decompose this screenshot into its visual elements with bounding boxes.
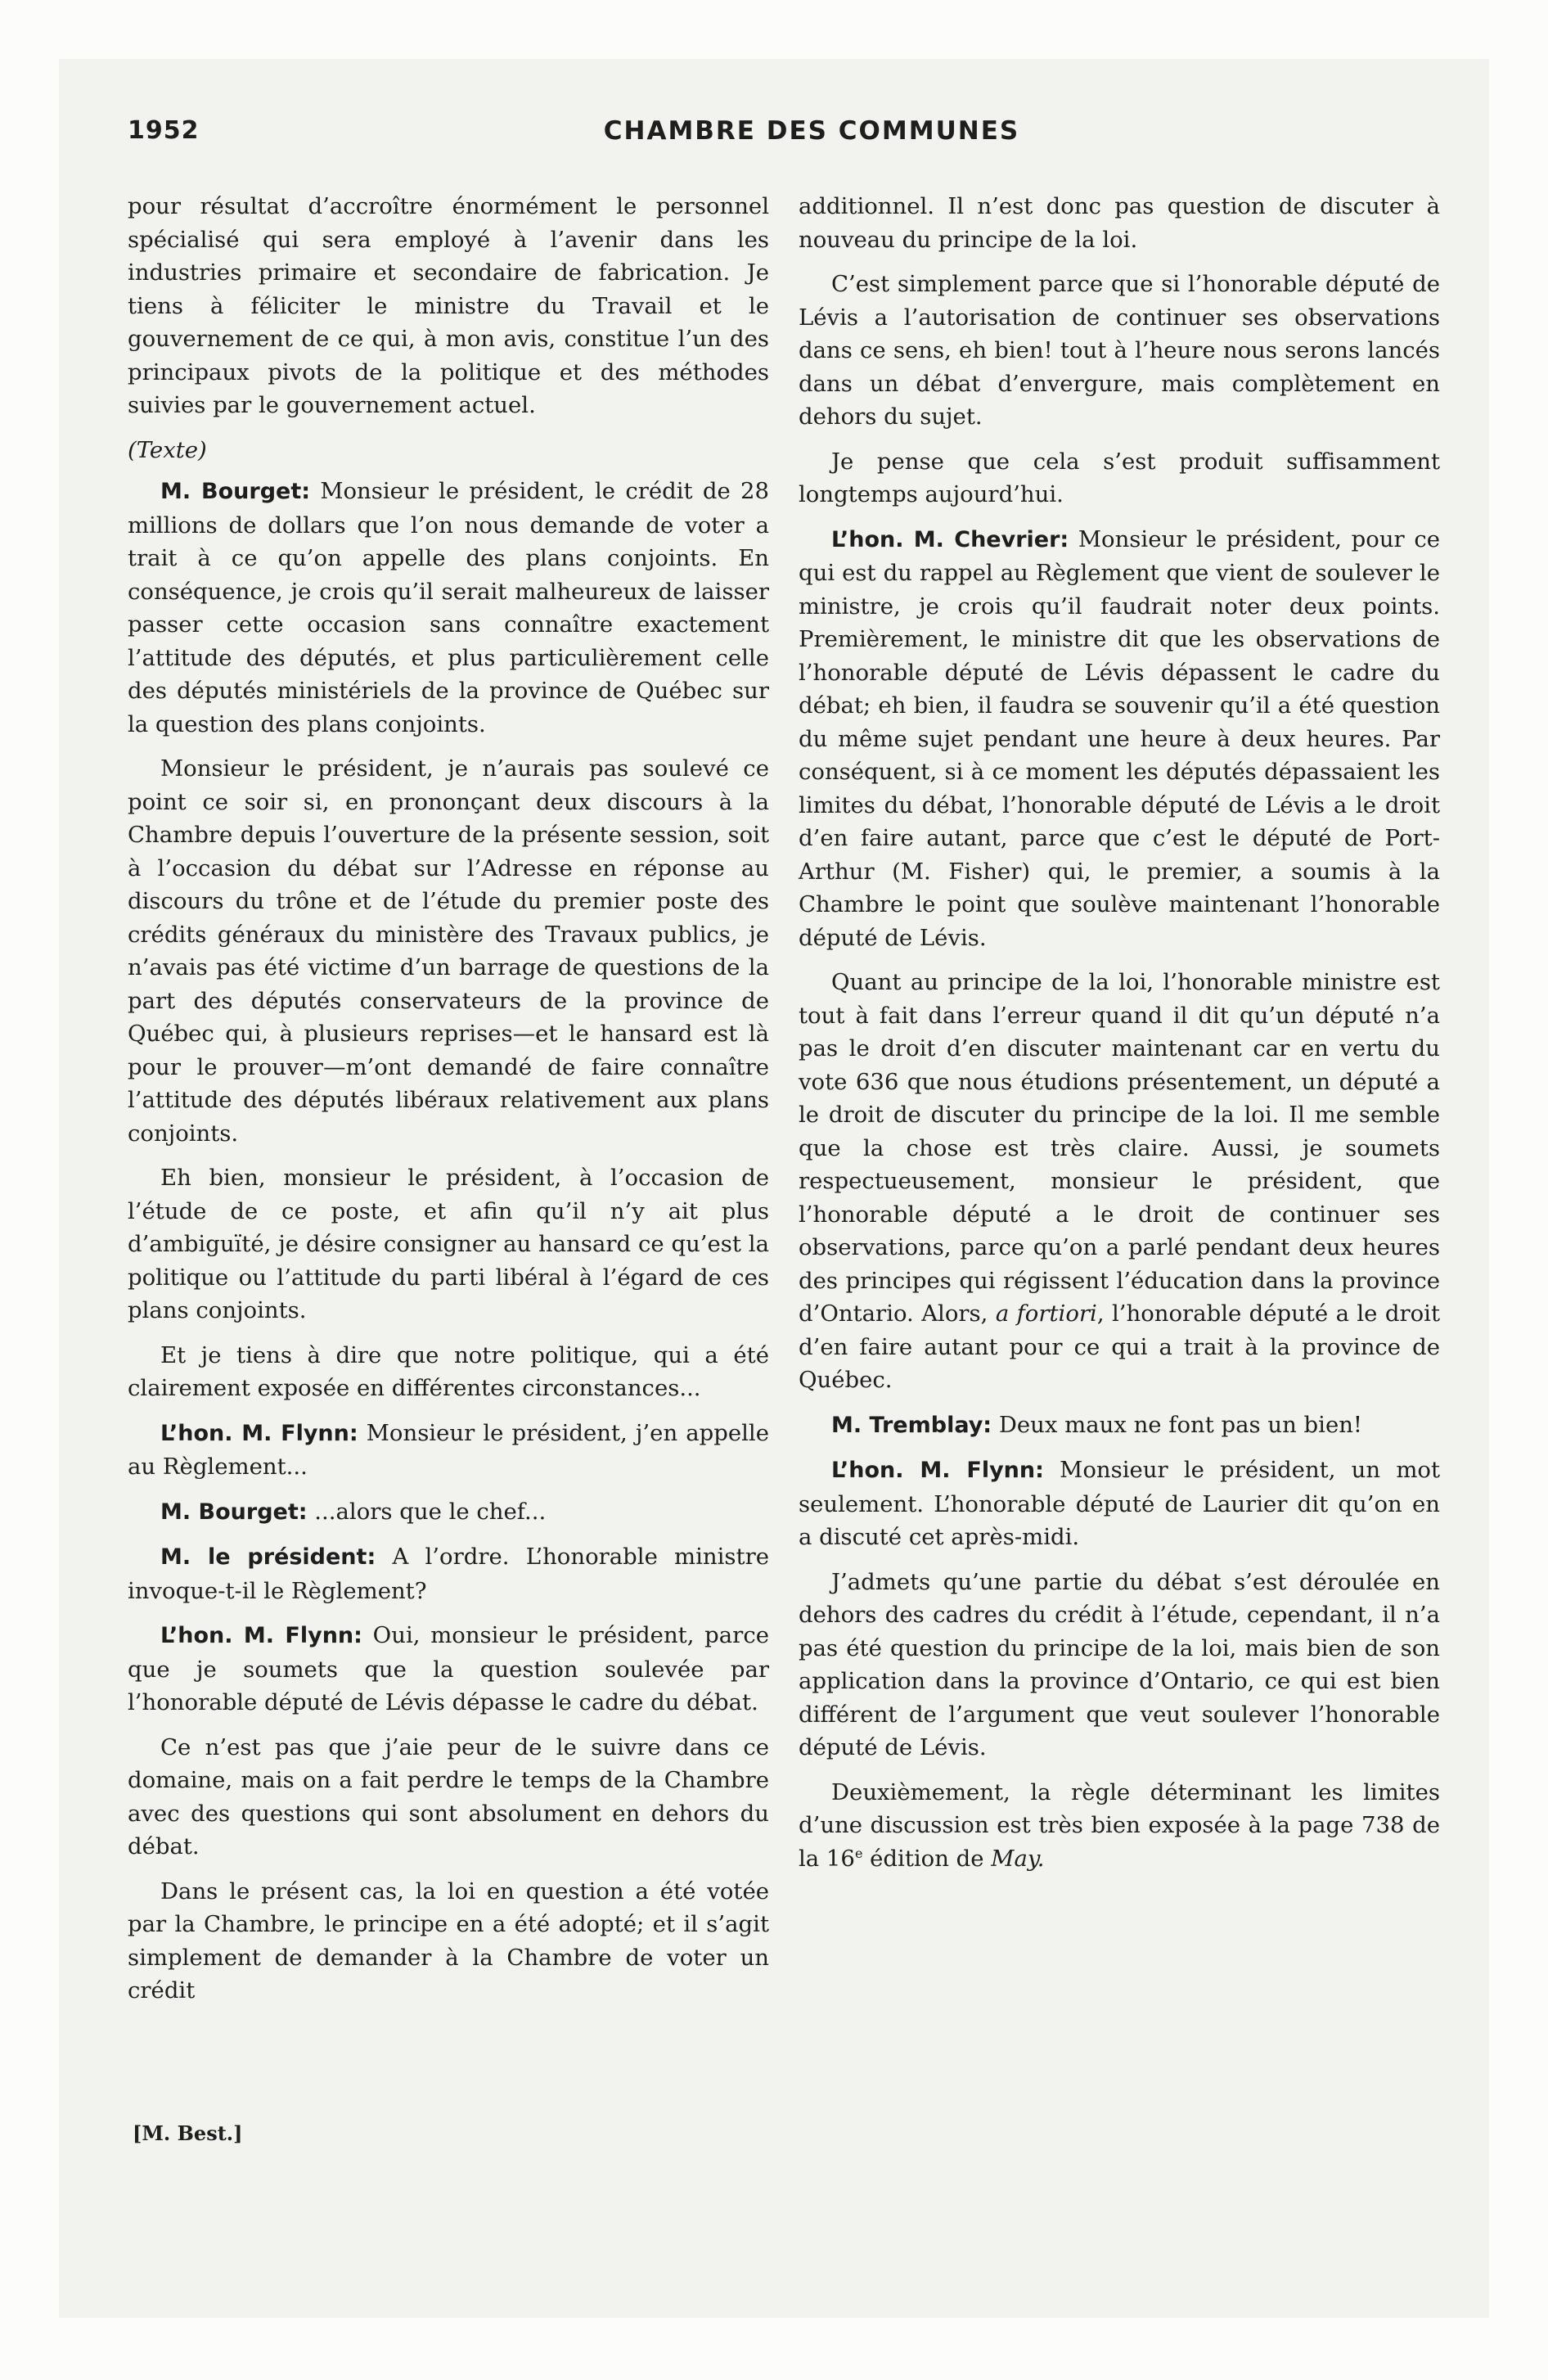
paragraph xyxy=(799,1409,1440,1443)
paragraph xyxy=(128,1619,769,1720)
speaker-name: L’hon. M. Chevrier: xyxy=(831,526,1069,552)
paragraph: Je pense que cela s’est produit suffisamment longtemps aujourd’hui. xyxy=(799,448,1440,507)
speaker-name: M. Bourget: xyxy=(160,479,311,504)
paragraph: C’est simplement parce que si l’honorable député de Lévis a l’autorisation de continuer ses observations dans ce sens, eh bien! tout à l’heure nous serons lancés dans un débat d’envergure, mais complètement en dehors du sujet. xyxy=(799,271,1440,430)
speaker-name: M. le président: xyxy=(160,1544,376,1570)
paragraph: J’admets qu’une partie du débat s’est déroulée en dehors des cadres du crédit à l’étude, cependant, il n’a pas été question du principe de la loi, mais bien de son application dans la province d’Ontario, ce qui est bien différent de l’argument que veut soulever l’honorable député de Lévis. xyxy=(799,1568,1440,1760)
paragraph: Ce n’est pas que j’aie peur de le suivre dans ce domaine, mais on a fait perdre le temps de la Chambre avec des questions qui sont absolument en dehors du débat. xyxy=(128,1733,769,1859)
paragraph: Dans le présent cas, la loi en question a été votée par la Chambre, le principe en a été adopté; et il s’agit simplement de demander à la Chambre de voter un crédit xyxy=(128,1877,769,2004)
paragraph: additionnel. Il n’est donc pas question de discuter à nouveau du principe de la loi. xyxy=(799,193,1440,253)
page-header xyxy=(128,116,1496,162)
paragraph: Et je tiens à dire que notre politique, qui a été clairement exposée en différentes circonstances... xyxy=(128,1341,769,1401)
paragraph xyxy=(799,1776,1440,1876)
paragraph xyxy=(128,1417,769,1484)
page-number: 1952 xyxy=(128,116,200,145)
left-column xyxy=(128,190,769,2019)
right-column xyxy=(799,190,1440,1886)
speaker-footnote: [M. Best.] xyxy=(133,2121,243,2145)
book-title: May. xyxy=(991,1845,1045,1872)
speech-text: Monsieur le président, j’en appelle au Règlement... xyxy=(128,1419,769,1480)
speech-text: Monsieur le président, un mot seulement. L’honorable député de Laurier dit qu’on en a discuté cet après-midi. xyxy=(799,1457,1440,1550)
speaker-name: M. Tremblay: xyxy=(831,1412,992,1438)
speech-text: Monsieur le président, le crédit de 28 millions de dollars que l’on nous demande de voter a trait à ce qu’on appelle des plans conjoints. En conséquence, je crois qu’il serait malheureux de laisser passer cette occasion sans connaître exactement l’attitude des députés, et plus particulièrement celle des députés ministériels de la province de Québec sur la question des plans conjoints. xyxy=(128,478,769,737)
running-head: CHAMBRE DES COMMUNES xyxy=(603,116,1020,146)
paragraph xyxy=(128,1540,769,1607)
paragraph xyxy=(128,1495,769,1530)
paragraph xyxy=(128,475,769,741)
paragraph xyxy=(799,966,1440,1397)
speaker-name: L’hon. M. Flynn: xyxy=(160,1623,362,1648)
speech-text: ...alors que le chef... xyxy=(307,1498,547,1525)
paragraph: Monsieur le président, je n’aurais pas soulevé ce point ce soir si, en prononçant deux discours à la Chambre depuis l’ouverture de la présente session, soit à l’occasion du débat sur l’Adresse en réponse au discours du trône et de l’étude du premier poste des crédits généraux du ministère des Travaux publics, je n’avais pas été victime d’un barrage de questions de la part des députés conservateurs de la province de Québec qui, à plusieurs reprises—et le hansard est là pour le prouver—m’ont demandé de faire connaître l’attitude des députés libéraux relativement aux plans conjoints. xyxy=(128,755,769,1147)
speech-text: Deux maux ne font pas un bien! xyxy=(992,1411,1362,1438)
speech-text: édition de xyxy=(862,1845,992,1872)
paragraph xyxy=(799,523,1440,955)
paragraph: Eh bien, monsieur le président, à l’occasion de l’étude de ce poste, et afin qu’il n’y ait plus d’ambiguïté, je désire consigner au hansard ce qu’est la politique ou l’attitude du parti libéral à l’égard de ces plans conjoints. xyxy=(128,1165,769,1323)
paragraph: pour résultat d’accroître énormément le personnel spécialisé qui sera employé à l’avenir dans les industries primaire et secondaire de fabrication. Je tiens à féliciter le ministre du Travail et le gouvernement de ce qui, à mon avis, constitue l’un des principaux pivots de la politique et des méthodes suivies par le gouvernement actuel. xyxy=(128,193,769,418)
speaker-name: L’hon. M. Flynn: xyxy=(160,1420,358,1446)
latin-phrase: a fortiori xyxy=(995,1300,1097,1327)
speaker-name: M. Bourget: xyxy=(160,1499,308,1525)
speech-text: Monsieur le président, pour ce qui est du rappel au Règlement que vient de soulever le ministre, je crois qu’il faudrait noter deux points. Premièrement, le ministre dit que les observations de l’honorable député de Lévis dépassent le cadre du débat; eh bien, il faudra se souvenir qu’il a été question du même sujet pendant une heure à deux heures. Par conséquent, si à ce moment les députés dépassaient les limites du débat, l’honorable député de Lévis a le droit d’en faire autant, parce que c’est le député de Port-Arthur (M. Fisher) qui, le premier, a soumis à la Chambre le point que soulève maintenant l’honorable député de Lévis. xyxy=(799,525,1441,951)
superscript: e xyxy=(854,1845,863,1861)
speech-text: , l’honorable député a le droit d’en faire autant pour ce qui a trait à la province de Québec. xyxy=(799,1300,1440,1393)
speech-text: Oui, monsieur le président, parce que je soumets que la question soulevée par l’honorable député de Lévis dépasse le cadre du débat. xyxy=(128,1622,769,1715)
language-marker: (Texte) xyxy=(128,436,207,463)
speech-text: A l’ordre. L’honorable ministre invoque-t-il le Règlement? xyxy=(128,1544,770,1604)
speech-text: Deuxièmement, la règle déterminant les limites d’une discussion est très bien exposée à la page 738 de la 16 xyxy=(799,1778,1440,1872)
paragraph xyxy=(799,1454,1440,1554)
speaker-name: L’hon. M. Flynn: xyxy=(831,1458,1044,1483)
speech-text: Quant au principe de la loi, l’honorable ministre est tout à fait dans l’erreur quand il dit qu’un député n’a pas le droit d’en discuter maintenant car en vertu du vote 636 que nous étudions présentement, un député a le droit de discuter du principe de la loi. Il me semble que la chose est très claire. Aussi, je soumets respectueusement, monsieur le président, que l’honorable député a le droit de continuer ses observations, parce qu’on a parlé pendant deux heures des principes qui régissent l’éducation dans la province d’Ontario. Alors, xyxy=(799,969,1440,1327)
